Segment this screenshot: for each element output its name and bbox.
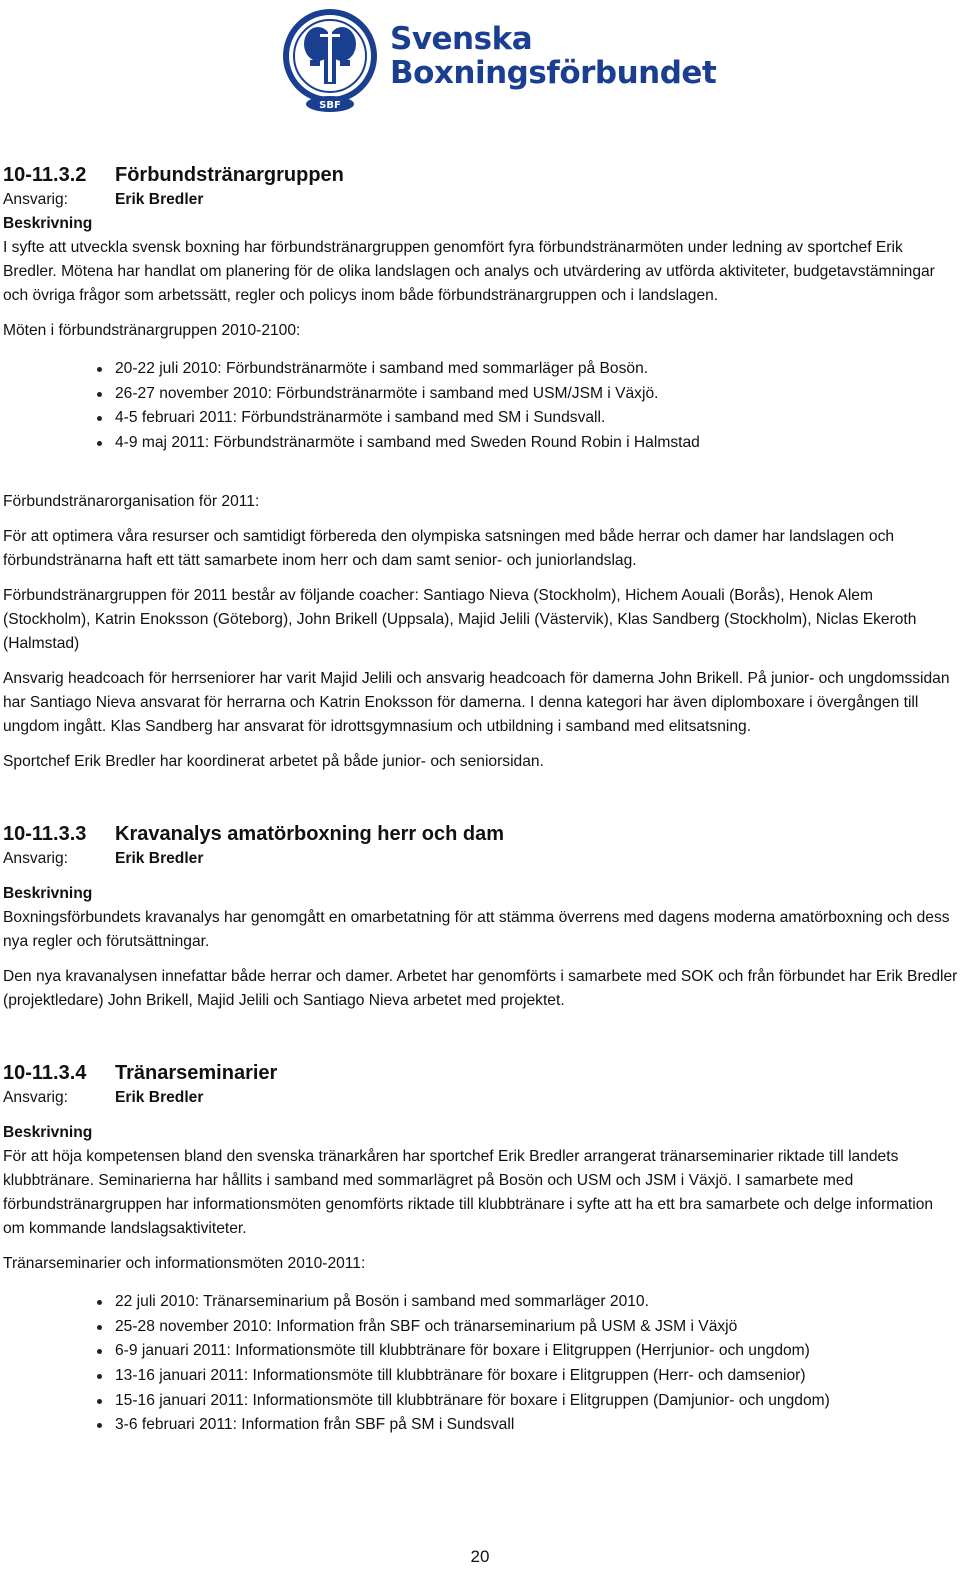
description-label: Beskrivning [3, 215, 93, 232]
list-intro: Tränarseminarier och informationsmöten 2010-2011: [3, 1254, 366, 1272]
section-title: Tränarseminarier [115, 1061, 278, 1084]
section-heading [3, 1060, 958, 1086]
paragraph: Boxningsförbundets kravanalys har genomgått en omarbetatning för att stämma överrens med dagens moderna amatörboxning och dess nya regler och förutsättningar. [3, 908, 950, 950]
meetings-list [3, 357, 958, 456]
meetings-intro: Möten i förbundstränargruppen 2010-2100: [3, 322, 301, 339]
responsible-row [3, 1086, 958, 1110]
logo-line-1: Svenska [390, 21, 533, 57]
section-forbundstranargruppen [3, 162, 958, 774]
section-number: 10-11.3.4 [3, 1061, 87, 1084]
logo-line-2: Boxningsförbundet [390, 55, 717, 91]
responsible-row [3, 847, 958, 871]
responsible-name: Erik Bredler [115, 849, 204, 867]
section-title: Kravanalys amatörboxning herr och dam [115, 822, 505, 845]
responsible-label: Ansvarig: [3, 849, 69, 867]
section-kravanalys [3, 821, 958, 1013]
list-item: 6-9 januari 2011: Informationsmöte till klubbtränare för boxare i Elitgruppen (Herrjunior- och ungdom) [3, 1339, 958, 1364]
paragraph: Förbundstränargruppen för 2011 består av följande coacher: Santiago Nieva (Stockholm), Hichem Aouali (Borås), Henok Alem (Stockholm), Katrin Enoksson (Göteborg), John Brikell (Uppsala), Majid Jelili (Västervik), Klas Sandberg (Stockholm), Niclas Ekeroth (Halmstad) [3, 586, 917, 652]
responsible-label: Ansvarig: [3, 1088, 69, 1106]
svg-text:SBF: SBF [319, 100, 341, 111]
responsible-label: Ansvarig: [3, 191, 69, 208]
seminar-list [3, 1290, 958, 1438]
paragraph: Den nya kravanalysen innefattar både herrar och damer. Arbetet har genomförts i samarbete med SOK och från förbundet har Erik Bredler (projektledare) John Brikell, Majid Jelili och Santiago Nieva arbetet med projektet. [3, 967, 958, 1009]
logo-wordmark [390, 22, 716, 90]
boxing-emblem-icon [280, 4, 380, 114]
organisation-heading: Förbundstränarorganisation för 2011: [3, 492, 260, 510]
federation-logo [280, 4, 717, 116]
section-tranarseminarier [3, 1060, 958, 1438]
description-label: Beskrivning [3, 884, 93, 902]
list-item: 4-5 februari 2011: Förbundstränarmöte i samband med SM i Sundsvall. [3, 406, 958, 431]
list-item: 25-28 november 2010: Information från SBF och tränarseminarium på USM & JSM i Växjö [3, 1315, 958, 1340]
list-item: 20-22 juli 2010: Förbundstränarmöte i samband med sommarläger på Bosön. [3, 357, 958, 382]
page-number: 20 [470, 1547, 490, 1566]
paragraph: För att höja kompetensen bland den svenska tränarkåren har sportchef Erik Bredler arrangerat tränarseminarier riktade till landets klubbtränare. Seminarierna har hållits i samband med sommarlägret på Bosön och USM och JSM i Växjö. I samarbete med förbundstränargruppen har informationsmöten genomförts riktade till klubbtränare i syfte att ha ett bra samarbete och delge information om kommande landslagsaktiviteter. [3, 1147, 934, 1237]
paragraph: Sportchef Erik Bredler har koordinerat arbetet på både junior- och seniorsidan. [3, 752, 544, 770]
list-item: 3-6 februari 2011: Information från SBF på SM i Sundsvall [3, 1413, 958, 1438]
section-heading [3, 162, 958, 188]
list-item: 26-27 november 2010: Förbundstränarmöte i samband med USM/JSM i Växjö. [3, 382, 958, 407]
section-title: Förbundstränargruppen [115, 164, 344, 186]
section-heading [3, 821, 958, 847]
responsible-name: Erik Bredler [115, 191, 204, 208]
paragraph: Ansvarig headcoach för herrseniorer har varit Majid Jelili och ansvarig headcoach för damerna John Brikell. På junior- och ungdomssidan har Santiago Nieva ansvarat för herrarna och Katrin Enoksson för damerna. I denna kategori har även diplomboxare i övergången till ungdom ingått. Klas Sandberg har ansvarat för idrottsgymnasium och utbildning i samband med elitsatsning. [3, 669, 950, 735]
paragraph: I syfte att utveckla svensk boxning har förbundstränargruppen genomfört fyra förbundstränarmöten under ledning av sportchef Erik Bredler. Mötena har handlat om planering för de olika landslagen och analys och utvärdering av utförda aktiviteter, budgetavstämningar och övriga frågor som arbetssätt, regler och policys inom både förbundstränargruppen och i landslagen. [3, 239, 935, 304]
section-number: 10-11.3.3 [3, 822, 87, 845]
list-item: 22 juli 2010: Tränarseminarium på Bosön i samband med sommarläger 2010. [3, 1290, 958, 1315]
main-content [3, 162, 958, 1438]
list-item: 15-16 januari 2011: Informationsmöte till klubbtränare för boxare i Elitgruppen (Damjunior- och ungdom) [3, 1389, 958, 1414]
responsible-row [3, 188, 958, 212]
list-item: 4-9 maj 2011: Förbundstränarmöte i samband med Sweden Round Robin i Halmstad [3, 431, 958, 456]
list-item: 13-16 januari 2011: Informationsmöte till klubbtränare för boxare i Elitgruppen (Herr- och damsenior) [3, 1364, 958, 1389]
paragraph: För att optimera våra resurser och samtidigt förbereda den olympiska satsningen med både herrar och damer har landslagen och förbundstränarna haft ett tätt samarbete inom herr och dam samt senior- och juniorlandslag. [3, 527, 895, 569]
section-number: 10-11.3.2 [3, 164, 87, 186]
description-label: Beskrivning [3, 1123, 93, 1141]
responsible-name: Erik Bredler [115, 1088, 204, 1106]
